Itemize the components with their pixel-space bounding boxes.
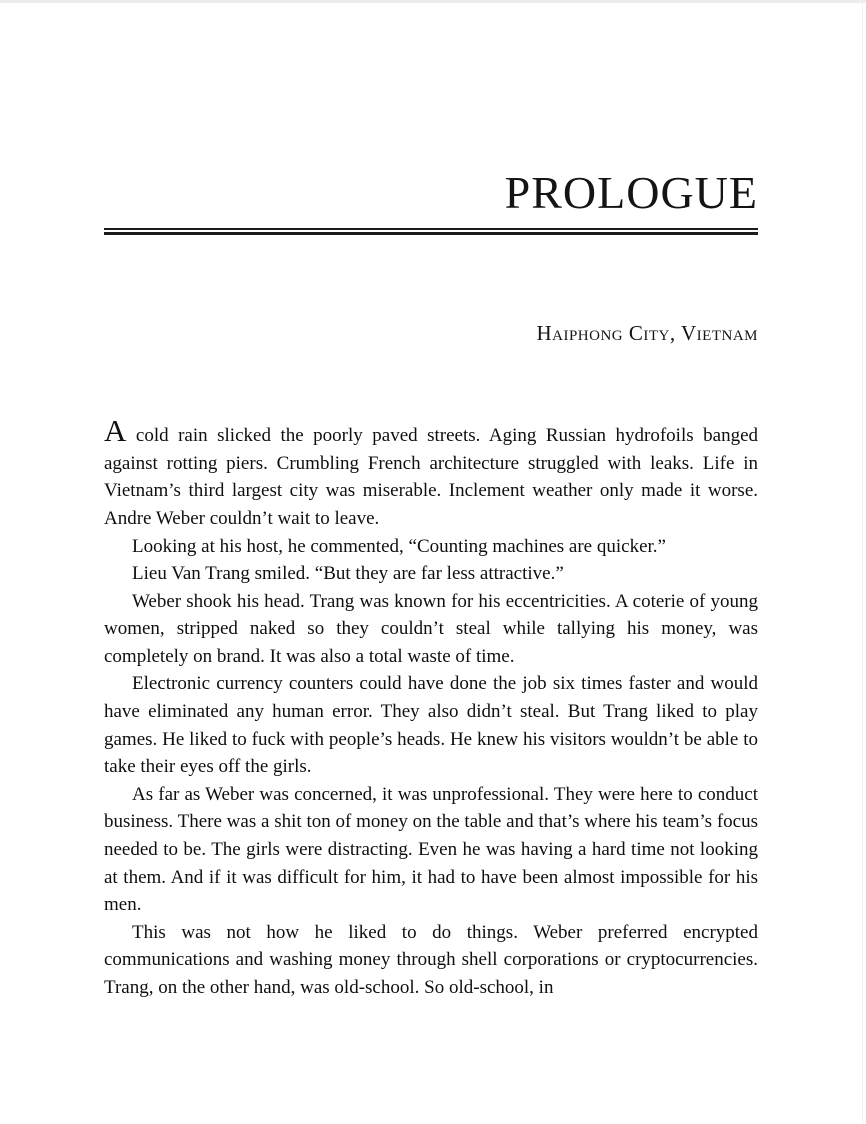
body-paragraph: Looking at his host, he commented, “Counting machines are quicker.”	[132, 535, 666, 557]
title-rule-thick-line	[104, 232, 758, 235]
title-rule	[104, 228, 758, 235]
page-edge-divider	[862, 3, 863, 1124]
body-text	[104, 415, 758, 1001]
chapter-title: PROLOGUE	[504, 167, 758, 218]
body-paragraph: Electronic currency counters could have done the job six times faster and would have eliminated any human error. They also didn’t steal. But Trang liked to play games. He liked to fuck with people’s heads. He knew his visitors wouldn’t be able to take their eyes off the girls.	[104, 673, 758, 778]
body-paragraph: Lieu Van Trang smiled. “But they are far less attractive.”	[132, 563, 564, 585]
title-rule-thin-line	[104, 228, 758, 230]
body-paragraph-opening	[104, 415, 758, 532]
body-paragraph: Weber shook his head. Trang was known for his eccentricities. A coterie of young women, stripped naked so they couldn’t steal while tallying his money, was completely on brand. It was also a total waste of time.	[104, 590, 758, 667]
drop-cap-initial: A	[104, 413, 127, 449]
opening-paragraph-text: cold rain slicked the poorly paved streets. Aging Russian hydrofoils banged against rotting piers. Crumbling French architecture struggled with leaks. Life in Vietnam’s third largest city was miserable. Inclement weather only made it worse. Andre Weber couldn’t wait to leave.	[104, 425, 759, 529]
body-paragraph: This was not how he liked to do things. Weber preferred encrypted communications and washing money through shell corporations or cryptocurrencies. Trang, on the other hand, was old-school. So old-school, in	[104, 921, 758, 999]
page-content	[104, 3, 758, 1002]
body-paragraph: As far as Weber was concerned, it was unprofessional. They were here to conduct business. There was a shit ton of money on the table and that’s where his team’s focus needed to be. The girls were distracting. Even he was having a hard time not looking at them. And if it was difficult for him, it had to have been almost impossible for his men.	[104, 783, 758, 916]
chapter-location: Haiphong City, Vietnam	[536, 321, 758, 345]
